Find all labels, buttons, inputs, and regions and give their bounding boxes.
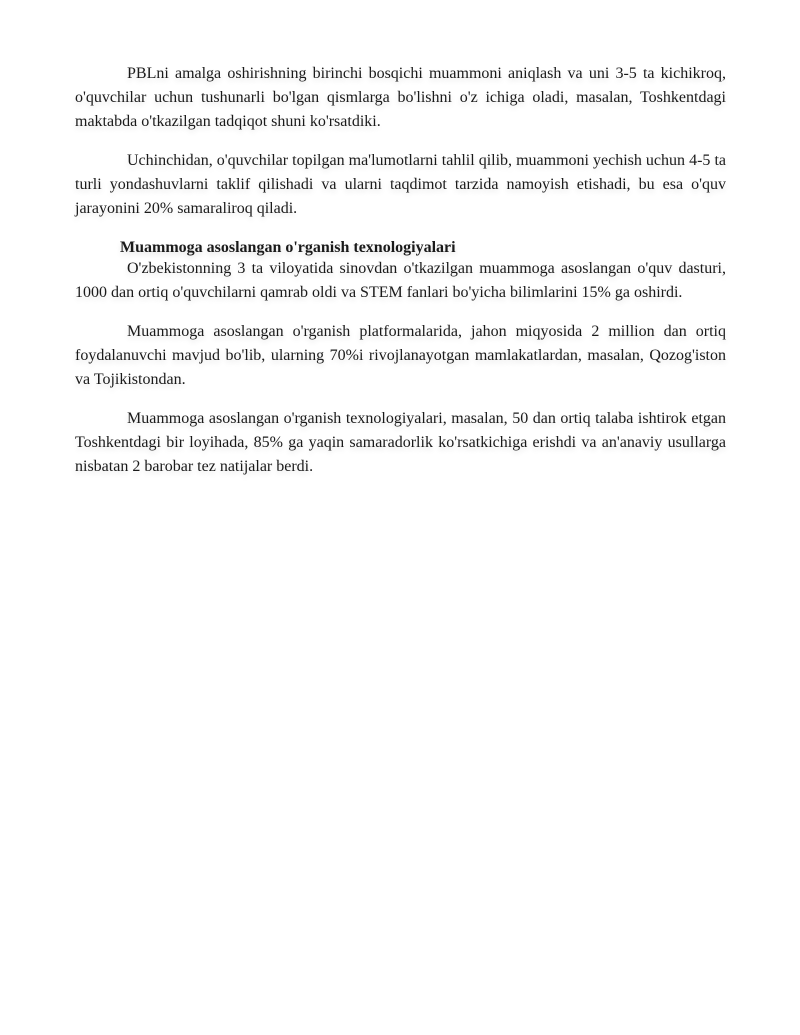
paragraph-pbl-first-stage: PBLni amalga oshirishning birinchi bosqichi muammoni aniqlash va uni 3-5 ta kichikroq, o'quvchilar uchun tushunarli bo'lgan qismlarga bo'lishni o'z ichiga oladi, masalan, Toshkentdagi maktabda o'tkazilgan tadqiqot shuni ko'rsatdiki. — [75, 65, 726, 130]
paragraph-uzbekistan-pilot: O'zbekistonning 3 ta viloyatida sinovdan o'tkazilgan muammoga asoslangan o'quv dasturi, 1000 dan ortiq o'quvchilarni qamrab oldi va STEM fanlari bo'yicha bilimlarini 15% ga oshirdi. — [75, 260, 726, 301]
document-body — [75, 62, 726, 494]
paragraph-tashkent-project: Muammoga asoslangan o'rganish texnologiyalari, masalan, 50 dan ortiq talaba ishtirok etgan Toshkentdagi bir loyihada, 85% ga yaqin samaradorlik ko'rsatkichiga erishdi va an'anaviy usullarga nisbatan 2 barobar tez natijalar berdi. — [75, 410, 726, 475]
paragraph-third-step: Uchinchidan, o'quvchilar topilgan ma'lumotlarni tahlil qilib, muammoni yechish uchun 4-5 ta turli yondashuvlarni taklif qilishadi va ularni taqdimot tarzida namoyish etishadi, bu esa o'quv jarayonini 20% samaraliroq qiladi. — [75, 152, 726, 217]
section-heading: Muammoga asoslangan o'rganish texnologiyalari — [120, 239, 456, 256]
paragraph-platforms: Muammoga asoslangan o'rganish platformalarida, jahon miqyosida 2 million dan ortiq foydalanuvchi mavjud bo'lib, ularning 70%i rivojlanayotgan mamlakatlardan, masalan, Qozog'iston va Tojikistondan. — [75, 323, 726, 388]
